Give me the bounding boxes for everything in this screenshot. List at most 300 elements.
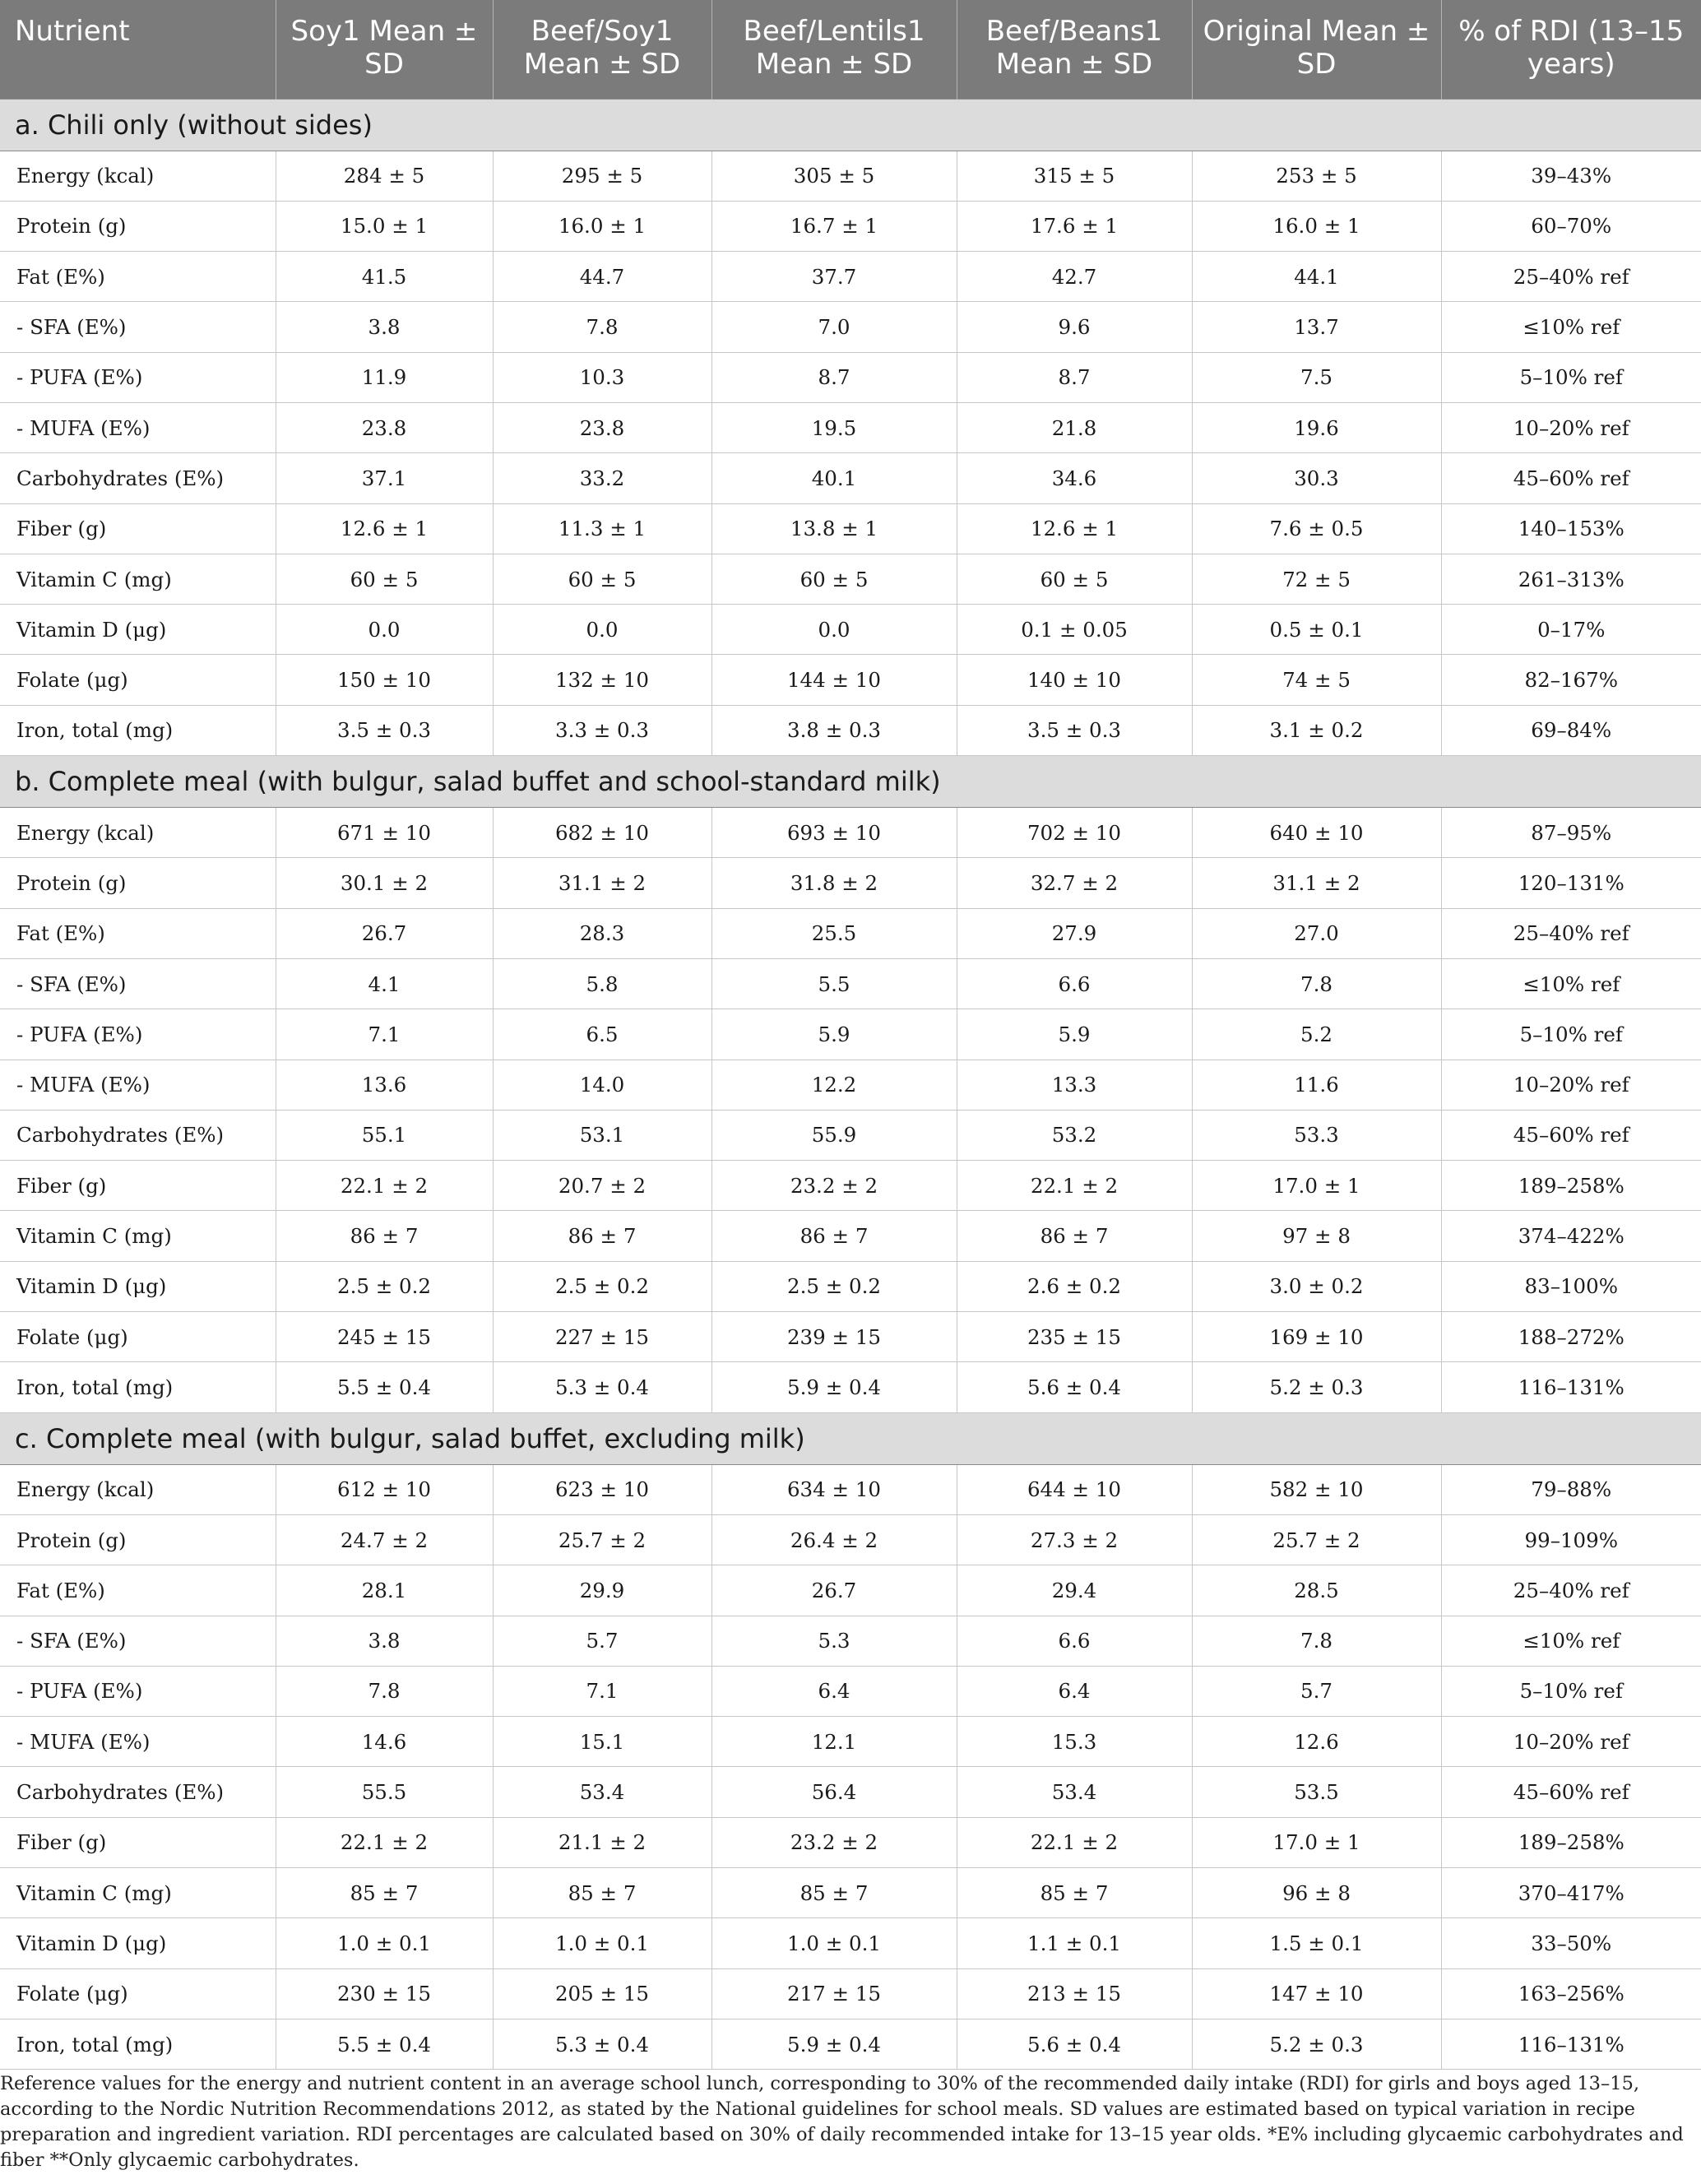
beef-soy-cell: 86 ± 7 (493, 1211, 711, 1261)
beef-soy-cell: 60 ± 5 (493, 554, 711, 604)
beef-lentils-cell: 85 ± 7 (711, 1868, 957, 1918)
original-cell: 19.6 (1192, 402, 1441, 452)
nutrient-cell: Vitamin C (mg) (0, 554, 276, 604)
beef-soy-cell: 15.1 (493, 1717, 711, 1767)
original-cell: 7.6 ± 0.5 (1192, 503, 1441, 554)
original-cell: 12.6 (1192, 1717, 1441, 1767)
beef-beans-cell: 86 ± 7 (957, 1211, 1192, 1261)
soy-cell: 7.1 (276, 1009, 493, 1060)
table-row (0, 1464, 1701, 1514)
table-row (0, 1261, 1701, 1311)
beef-beans-cell: 6.6 (957, 1616, 1192, 1666)
original-cell: 96 ± 8 (1192, 1868, 1441, 1918)
soy-cell: 22.1 ± 2 (276, 1161, 493, 1211)
beef-soy-cell: 53.4 (493, 1767, 711, 1817)
table-row (0, 1767, 1701, 1817)
original-cell: 27.0 (1192, 908, 1441, 958)
section-title: b. Complete meal (with bulgur, salad buffet and school-standard milk) (0, 756, 1701, 808)
nutrient-cell: - PUFA (E%) (0, 352, 276, 402)
beef-lentils-cell: 56.4 (711, 1767, 957, 1817)
table-footnote: Reference values for the energy and nutrient content in an average school lunch, corresponding to 30% of the recommended daily intake (RDI) for girls and boys aged 13–15, according to the Nordic Nutrition Recommendations 2012, as stated by the National guidelines for school meals. SD values are estimated based on typical variation in recipe preparation and ingredient variation. RDI percentages are calculated based on 30% of daily recommended intake for 13–15 year olds. *E% including glycaemic carbohydrates and fiber **Only glycaemic carbohydrates. (0, 2073, 1684, 2171)
nutrient-cell: Iron, total (mg) (0, 1362, 276, 1412)
table-row (0, 201, 1701, 251)
rdi-cell: 83–100% (1441, 1261, 1701, 1311)
table-row (0, 1009, 1701, 1060)
table-row (0, 1312, 1701, 1362)
original-cell: 72 ± 5 (1192, 554, 1441, 604)
rdi-cell: 140–153% (1441, 503, 1701, 554)
beef-soy-cell: 3.3 ± 0.3 (493, 705, 711, 755)
table-row (0, 554, 1701, 604)
beef-lentils-cell: 5.3 (711, 1616, 957, 1666)
beef-lentils-cell: 60 ± 5 (711, 554, 957, 604)
beef-beans-cell: 8.7 (957, 352, 1192, 402)
soy-cell: 284 ± 5 (276, 151, 493, 201)
soy-cell: 11.9 (276, 352, 493, 402)
nutrient-cell: Carbohydrates (E%) (0, 1767, 276, 1817)
nutrient-cell: Folate (μg) (0, 1312, 276, 1362)
table-row (0, 352, 1701, 402)
nutrient-cell: - SFA (E%) (0, 302, 276, 352)
beef-soy-cell: 2.5 ± 0.2 (493, 1261, 711, 1311)
beef-beans-cell: 12.6 ± 1 (957, 503, 1192, 554)
rdi-cell: ≤10% ref (1441, 1616, 1701, 1666)
soy-cell: 55.5 (276, 1767, 493, 1817)
soy-cell: 13.6 (276, 1060, 493, 1110)
original-cell: 7.5 (1192, 352, 1441, 402)
beef-lentils-cell: 1.0 ± 0.1 (711, 1918, 957, 1968)
rdi-cell: 69–84% (1441, 705, 1701, 755)
beef-lentils-cell: 23.2 ± 2 (711, 1161, 957, 1211)
beef-beans-cell: 315 ± 5 (957, 151, 1192, 201)
table-row (0, 1565, 1701, 1616)
nutrient-cell: Iron, total (mg) (0, 705, 276, 755)
section-header-row (0, 99, 1701, 151)
beef-beans-cell: 702 ± 10 (957, 808, 1192, 858)
beef-beans-cell: 9.6 (957, 302, 1192, 352)
beef-soy-cell: 5.7 (493, 1616, 711, 1666)
rdi-cell: 45–60% ref (1441, 453, 1701, 503)
soy-cell: 671 ± 10 (276, 808, 493, 858)
rdi-cell: 25–40% ref (1441, 1565, 1701, 1616)
soy-cell: 28.1 (276, 1565, 493, 1616)
beef-beans-cell: 5.6 ± 0.4 (957, 1362, 1192, 1412)
soy-cell: 3.5 ± 0.3 (276, 705, 493, 755)
beef-soy-cell: 295 ± 5 (493, 151, 711, 201)
original-cell: 3.1 ± 0.2 (1192, 705, 1441, 755)
nutrient-cell: Carbohydrates (E%) (0, 1110, 276, 1160)
section-title: a. Chili only (without sides) (0, 99, 1701, 151)
rdi-cell: 79–88% (1441, 1464, 1701, 1514)
rdi-cell: 25–40% ref (1441, 252, 1701, 302)
soy-cell: 2.5 ± 0.2 (276, 1261, 493, 1311)
beef-lentils-cell: 25.5 (711, 908, 957, 958)
beef-lentils-cell: 31.8 ± 2 (711, 858, 957, 908)
original-cell: 44.1 (1192, 252, 1441, 302)
table-row (0, 1868, 1701, 1918)
beef-beans-cell: 21.8 (957, 402, 1192, 452)
beef-lentils-cell: 19.5 (711, 402, 957, 452)
original-cell: 1.5 ± 0.1 (1192, 1918, 1441, 1968)
table-row (0, 808, 1701, 858)
beef-lentils-cell: 693 ± 10 (711, 808, 957, 858)
table-row (0, 908, 1701, 958)
nutrient-cell: Protein (g) (0, 1514, 276, 1565)
nutrient-cell: Fat (E%) (0, 908, 276, 958)
rdi-cell: 374–422% (1441, 1211, 1701, 1261)
beef-beans-cell: 5.6 ± 0.4 (957, 2019, 1192, 2069)
original-cell: 3.0 ± 0.2 (1192, 1261, 1441, 1311)
soy-cell: 24.7 ± 2 (276, 1514, 493, 1565)
beef-beans-cell: 22.1 ± 2 (957, 1817, 1192, 1867)
nutrient-cell: - SFA (E%) (0, 1616, 276, 1666)
beef-soy-cell: 85 ± 7 (493, 1868, 711, 1918)
nutrient-cell: Protein (g) (0, 858, 276, 908)
nutrient-cell: Folate (μg) (0, 1968, 276, 2019)
beef-beans-cell: 1.1 ± 0.1 (957, 1918, 1192, 1968)
original-cell: 74 ± 5 (1192, 655, 1441, 705)
nutrient-cell: Energy (kcal) (0, 1464, 276, 1514)
original-cell: 25.7 ± 2 (1192, 1514, 1441, 1565)
original-cell: 147 ± 10 (1192, 1968, 1441, 2019)
soy-cell: 37.1 (276, 453, 493, 503)
original-cell: 640 ± 10 (1192, 808, 1441, 858)
table-row (0, 1514, 1701, 1565)
table-row (0, 302, 1701, 352)
rdi-cell: 370–417% (1441, 1868, 1701, 1918)
beef-beans-cell: 0.1 ± 0.05 (957, 605, 1192, 655)
table-row (0, 1817, 1701, 1867)
beef-lentils-cell: 634 ± 10 (711, 1464, 957, 1514)
beef-lentils-cell: 12.2 (711, 1060, 957, 1110)
original-cell: 28.5 (1192, 1565, 1441, 1616)
beef-beans-cell: 6.4 (957, 1666, 1192, 1716)
rdi-cell: 188–272% (1441, 1312, 1701, 1362)
beef-beans-cell: 53.2 (957, 1110, 1192, 1160)
beef-lentils-cell: 239 ± 15 (711, 1312, 957, 1362)
original-cell: 11.6 (1192, 1060, 1441, 1110)
table-row (0, 655, 1701, 705)
nutrient-cell: Folate (μg) (0, 655, 276, 705)
table-row (0, 503, 1701, 554)
original-cell: 17.0 ± 1 (1192, 1161, 1441, 1211)
soy-cell: 30.1 ± 2 (276, 858, 493, 908)
section-header-row (0, 1412, 1701, 1464)
beef-lentils-cell: 5.9 (711, 1009, 957, 1060)
nutrient-cell: Carbohydrates (E%) (0, 453, 276, 503)
table-row (0, 605, 1701, 655)
beef-beans-cell: 13.3 (957, 1060, 1192, 1110)
table-header (0, 0, 1701, 99)
nutrient-cell: - PUFA (E%) (0, 1666, 276, 1716)
beef-soy-cell: 16.0 ± 1 (493, 201, 711, 251)
nutrient-cell: Fiber (g) (0, 503, 276, 554)
rdi-cell: ≤10% ref (1441, 302, 1701, 352)
beef-soy-cell: 5.8 (493, 958, 711, 1009)
rdi-cell: 261–313% (1441, 554, 1701, 604)
nutrient-cell: Protein (g) (0, 201, 276, 251)
nutrient-cell: - MUFA (E%) (0, 1060, 276, 1110)
beef-beans-cell: 85 ± 7 (957, 1868, 1192, 1918)
rdi-cell: 0–17% (1441, 605, 1701, 655)
rdi-cell: 10–20% ref (1441, 1717, 1701, 1767)
nutrient-cell: - SFA (E%) (0, 958, 276, 1009)
nutrient-cell: Vitamin D (μg) (0, 1918, 276, 1968)
nutrient-cell: Energy (kcal) (0, 808, 276, 858)
original-cell: 13.7 (1192, 302, 1441, 352)
beef-beans-cell: 140 ± 10 (957, 655, 1192, 705)
rdi-cell: 120–131% (1441, 858, 1701, 908)
soy-cell: 5.5 ± 0.4 (276, 2019, 493, 2069)
beef-soy-cell: 14.0 (493, 1060, 711, 1110)
table-row (0, 858, 1701, 908)
beef-lentils-cell: 6.4 (711, 1666, 957, 1716)
table-row (0, 1211, 1701, 1261)
table-row (0, 453, 1701, 503)
header-soy: Soy1 Mean ± SD (276, 0, 493, 99)
beef-beans-cell: 22.1 ± 2 (957, 1161, 1192, 1211)
header-nutrient: Nutrient (0, 0, 276, 99)
soy-cell: 0.0 (276, 605, 493, 655)
nutrient-cell: Fiber (g) (0, 1161, 276, 1211)
table-row (0, 252, 1701, 302)
rdi-cell: 10–20% ref (1441, 1060, 1701, 1110)
header-rdi: % of RDI (13–15 years) (1441, 0, 1701, 99)
original-cell: 30.3 (1192, 453, 1441, 503)
beef-soy-cell: 44.7 (493, 252, 711, 302)
beef-lentils-cell: 40.1 (711, 453, 957, 503)
beef-beans-cell: 27.3 ± 2 (957, 1514, 1192, 1565)
beef-lentils-cell: 86 ± 7 (711, 1211, 957, 1261)
original-cell: 5.2 ± 0.3 (1192, 1362, 1441, 1412)
soy-cell: 23.8 (276, 402, 493, 452)
beef-soy-cell: 7.1 (493, 1666, 711, 1716)
rdi-cell: 25–40% ref (1441, 908, 1701, 958)
beef-beans-cell: 2.6 ± 0.2 (957, 1261, 1192, 1311)
soy-cell: 3.8 (276, 302, 493, 352)
soy-cell: 150 ± 10 (276, 655, 493, 705)
soy-cell: 612 ± 10 (276, 1464, 493, 1514)
soy-cell: 245 ± 15 (276, 1312, 493, 1362)
soy-cell: 41.5 (276, 252, 493, 302)
rdi-cell: 82–167% (1441, 655, 1701, 705)
rdi-cell: 116–131% (1441, 2019, 1701, 2069)
beef-beans-cell: 53.4 (957, 1767, 1192, 1817)
beef-soy-cell: 5.3 ± 0.4 (493, 2019, 711, 2069)
original-cell: 582 ± 10 (1192, 1464, 1441, 1514)
beef-soy-cell: 21.1 ± 2 (493, 1817, 711, 1867)
beef-soy-cell: 132 ± 10 (493, 655, 711, 705)
rdi-cell: 45–60% ref (1441, 1110, 1701, 1160)
nutrient-cell: Fiber (g) (0, 1817, 276, 1867)
beef-soy-cell: 1.0 ± 0.1 (493, 1918, 711, 1968)
beef-soy-cell: 682 ± 10 (493, 808, 711, 858)
table-body (0, 99, 1701, 2070)
nutrient-cell: - MUFA (E%) (0, 402, 276, 452)
table-row (0, 1362, 1701, 1412)
header-beef-soy: Beef/Soy1 Mean ± SD (493, 0, 711, 99)
beef-lentils-cell: 5.5 (711, 958, 957, 1009)
soy-cell: 7.8 (276, 1666, 493, 1716)
table-row (0, 1161, 1701, 1211)
nutrient-cell: Vitamin C (mg) (0, 1211, 276, 1261)
beef-lentils-cell: 13.8 ± 1 (711, 503, 957, 554)
table-row (0, 958, 1701, 1009)
beef-beans-cell: 17.6 ± 1 (957, 201, 1192, 251)
beef-lentils-cell: 2.5 ± 0.2 (711, 1261, 957, 1311)
beef-beans-cell: 60 ± 5 (957, 554, 1192, 604)
table-row (0, 402, 1701, 452)
original-cell: 7.8 (1192, 1616, 1441, 1666)
beef-beans-cell: 6.6 (957, 958, 1192, 1009)
original-cell: 169 ± 10 (1192, 1312, 1441, 1362)
beef-soy-cell: 10.3 (493, 352, 711, 402)
original-cell: 31.1 ± 2 (1192, 858, 1441, 908)
soy-cell: 5.5 ± 0.4 (276, 1362, 493, 1412)
beef-soy-cell: 23.8 (493, 402, 711, 452)
nutrient-cell: Iron, total (mg) (0, 2019, 276, 2069)
beef-lentils-cell: 26.7 (711, 1565, 957, 1616)
soy-cell: 14.6 (276, 1717, 493, 1767)
beef-lentils-cell: 305 ± 5 (711, 151, 957, 201)
original-cell: 53.5 (1192, 1767, 1441, 1817)
original-cell: 53.3 (1192, 1110, 1441, 1160)
header-beef-lentils: Beef/Lentils1 Mean ± SD (711, 0, 957, 99)
beef-lentils-cell: 144 ± 10 (711, 655, 957, 705)
beef-lentils-cell: 37.7 (711, 252, 957, 302)
soy-cell: 230 ± 15 (276, 1968, 493, 2019)
nutrient-cell: Fat (E%) (0, 1565, 276, 1616)
rdi-cell: 116–131% (1441, 1362, 1701, 1412)
beef-soy-cell: 0.0 (493, 605, 711, 655)
beef-beans-cell: 32.7 ± 2 (957, 858, 1192, 908)
soy-cell: 1.0 ± 0.1 (276, 1918, 493, 1968)
rdi-cell: 10–20% ref (1441, 402, 1701, 452)
rdi-cell: 5–10% ref (1441, 352, 1701, 402)
table-row (0, 1666, 1701, 1716)
beef-lentils-cell: 8.7 (711, 352, 957, 402)
beef-lentils-cell: 0.0 (711, 605, 957, 655)
beef-beans-cell: 29.4 (957, 1565, 1192, 1616)
beef-beans-cell: 42.7 (957, 252, 1192, 302)
rdi-cell: 39–43% (1441, 151, 1701, 201)
beef-soy-cell: 623 ± 10 (493, 1464, 711, 1514)
rdi-cell: 87–95% (1441, 808, 1701, 858)
beef-lentils-cell: 12.1 (711, 1717, 957, 1767)
soy-cell: 26.7 (276, 908, 493, 958)
header-original: Original Mean ± SD (1192, 0, 1441, 99)
beef-beans-cell: 213 ± 15 (957, 1968, 1192, 2019)
beef-soy-cell: 31.1 ± 2 (493, 858, 711, 908)
soy-cell: 12.6 ± 1 (276, 503, 493, 554)
rdi-cell: 5–10% ref (1441, 1666, 1701, 1716)
original-cell: 17.0 ± 1 (1192, 1817, 1441, 1867)
beef-lentils-cell: 5.9 ± 0.4 (711, 1362, 957, 1412)
table-row (0, 705, 1701, 755)
nutrient-cell: Vitamin D (μg) (0, 1261, 276, 1311)
nutrient-cell: Vitamin D (μg) (0, 605, 276, 655)
beef-beans-cell: 15.3 (957, 1717, 1192, 1767)
table-row (0, 1918, 1701, 1968)
soy-cell: 4.1 (276, 958, 493, 1009)
beef-beans-cell: 3.5 ± 0.3 (957, 705, 1192, 755)
table-row (0, 151, 1701, 201)
original-cell: 5.7 (1192, 1666, 1441, 1716)
beef-soy-cell: 5.3 ± 0.4 (493, 1362, 711, 1412)
section-header-row (0, 756, 1701, 808)
table-row (0, 2019, 1701, 2069)
beef-soy-cell: 205 ± 15 (493, 1968, 711, 2019)
table-row (0, 1717, 1701, 1767)
soy-cell: 3.8 (276, 1616, 493, 1666)
soy-cell: 22.1 ± 2 (276, 1817, 493, 1867)
beef-soy-cell: 20.7 ± 2 (493, 1161, 711, 1211)
beef-beans-cell: 34.6 (957, 453, 1192, 503)
beef-soy-cell: 11.3 ± 1 (493, 503, 711, 554)
soy-cell: 85 ± 7 (276, 1868, 493, 1918)
rdi-cell: 60–70% (1441, 201, 1701, 251)
beef-soy-cell: 53.1 (493, 1110, 711, 1160)
table-row (0, 1968, 1701, 2019)
beef-soy-cell: 227 ± 15 (493, 1312, 711, 1362)
beef-beans-cell: 5.9 (957, 1009, 1192, 1060)
rdi-cell: 33–50% (1441, 1918, 1701, 1968)
rdi-cell: 45–60% ref (1441, 1767, 1701, 1817)
nutrient-cell: Fat (E%) (0, 252, 276, 302)
original-cell: 5.2 ± 0.3 (1192, 2019, 1441, 2069)
original-cell: 16.0 ± 1 (1192, 201, 1441, 251)
beef-lentils-cell: 23.2 ± 2 (711, 1817, 957, 1867)
original-cell: 0.5 ± 0.1 (1192, 605, 1441, 655)
rdi-cell: 189–258% (1441, 1161, 1701, 1211)
original-cell: 253 ± 5 (1192, 151, 1441, 201)
header-row (0, 0, 1701, 99)
beef-lentils-cell: 7.0 (711, 302, 957, 352)
table-row (0, 1060, 1701, 1110)
table-row (0, 1110, 1701, 1160)
rdi-cell: 5–10% ref (1441, 1009, 1701, 1060)
original-cell: 7.8 (1192, 958, 1441, 1009)
beef-soy-cell: 25.7 ± 2 (493, 1514, 711, 1565)
soy-cell: 15.0 ± 1 (276, 201, 493, 251)
beef-lentils-cell: 5.9 ± 0.4 (711, 2019, 957, 2069)
nutrient-cell: - PUFA (E%) (0, 1009, 276, 1060)
beef-lentils-cell: 16.7 ± 1 (711, 201, 957, 251)
soy-cell: 86 ± 7 (276, 1211, 493, 1261)
section-title: c. Complete meal (with bulgur, salad buffet, excluding milk) (0, 1412, 1701, 1464)
header-beef-beans: Beef/Beans1 Mean ± SD (957, 0, 1192, 99)
rdi-cell: ≤10% ref (1441, 958, 1701, 1009)
soy-cell: 55.1 (276, 1110, 493, 1160)
beef-lentils-cell: 217 ± 15 (711, 1968, 957, 2019)
beef-lentils-cell: 55.9 (711, 1110, 957, 1160)
beef-beans-cell: 27.9 (957, 908, 1192, 958)
beef-lentils-cell: 26.4 ± 2 (711, 1514, 957, 1565)
soy-cell: 60 ± 5 (276, 554, 493, 604)
beef-soy-cell: 28.3 (493, 908, 711, 958)
rdi-cell: 163–256% (1441, 1968, 1701, 2019)
original-cell: 97 ± 8 (1192, 1211, 1441, 1261)
nutrient-cell: - MUFA (E%) (0, 1717, 276, 1767)
beef-beans-cell: 235 ± 15 (957, 1312, 1192, 1362)
nutrient-cell: Vitamin C (mg) (0, 1868, 276, 1918)
original-cell: 5.2 (1192, 1009, 1441, 1060)
nutrient-cell: Energy (kcal) (0, 151, 276, 201)
beef-lentils-cell: 3.8 ± 0.3 (711, 705, 957, 755)
rdi-cell: 189–258% (1441, 1817, 1701, 1867)
beef-soy-cell: 6.5 (493, 1009, 711, 1060)
table-row (0, 1616, 1701, 1666)
